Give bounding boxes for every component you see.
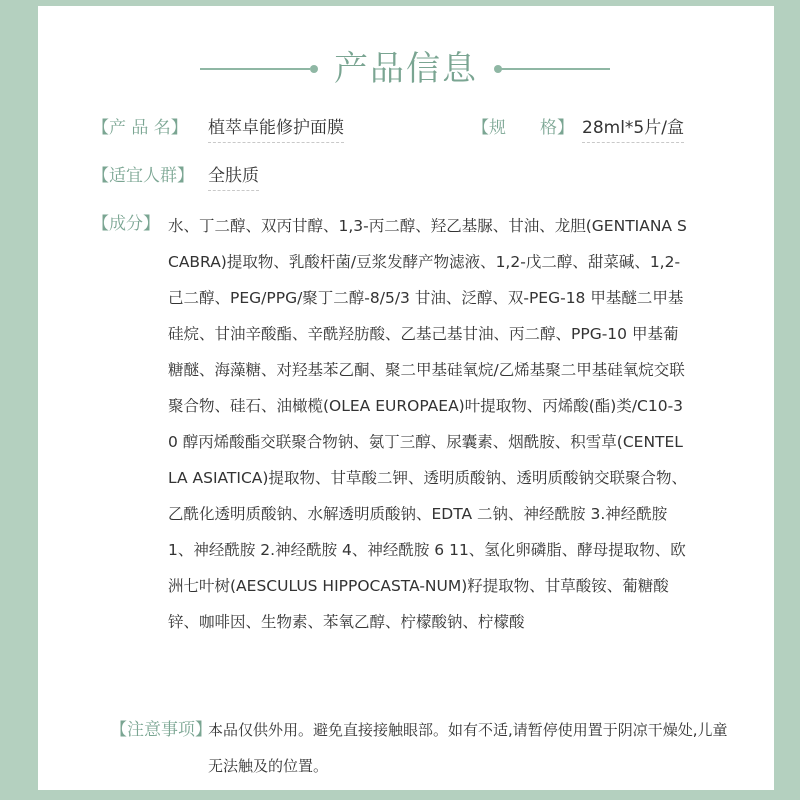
header-divider-left bbox=[200, 68, 310, 70]
notice-label: 【注意事项】 bbox=[110, 720, 212, 740]
spec-label: 【规 格】 bbox=[472, 118, 574, 138]
audience-value: 全肤质 bbox=[208, 164, 259, 191]
page-title: 产品信息 bbox=[334, 49, 478, 89]
ingredients-text: 水、丁二醇、双丙甘醇、1,3-丙二醇、羟乙基脲、甘油、龙胆(GENTIANA SCABRA)提取物、乳酸杆菌/豆浆发酵产物滤液、1,2-戊二醇、甜菜碱、1,2-己二醇、PEG/PPG/聚丁二醇-8/5/3 甘油、泛醇、双-PEG-18 甲基醚二甲基硅烷、甘油辛酸酯、辛酰羟肪酸、乙基己基甘油、丙二醇、PPG-10 甲基葡糖醚、海藻糖、对羟基苯乙酮、聚二甲基硅氧烷/乙烯基聚二甲基硅氧烷交联聚合物、硅石、油橄榄(OLEA EUROPAEA)叶提取物、丙烯酸(酯)类/C10-30 醇丙烯酸酯交联聚合物钠、氨丁三醇、尿囊素、烟酰胺、积雪草(CENTELLA ASIATICA)提取物、甘草酸二钾、透明质酸钠、透明质酸钠交联聚合物、乙酰化透明质酸钠、水解透明质酸钠、EDTA 二钠、神经酰胺 3.神经酰胺 1、神经酰胺 2.神经酰胺 4、神经酰胺 6 11、氢化卵磷脂、酵母提取物、欧洲七叶树(AESCULUS HIPPOCASTA-NUM)籽提取物、甘草酸铵、葡糖酸锌、咖啡因、生物素、苯氧乙醇、柠檬酸钠、柠檬酸 bbox=[168, 217, 687, 631]
header-divider-right bbox=[500, 68, 610, 70]
notice-text: 本品仅供外用。避免直接接触眼部。如有不适,请暂停使用置于阴凉干燥处,儿童无法触及的位置。 bbox=[208, 721, 728, 775]
spec-value: 28ml*5片/盒 bbox=[582, 116, 684, 143]
header-dot-left bbox=[310, 65, 318, 73]
section-header bbox=[38, 44, 774, 94]
ingredients-label: 【成分】 bbox=[92, 214, 160, 234]
product-name-value: 植萃卓能修护面膜 bbox=[208, 116, 344, 143]
product-info-card bbox=[38, 6, 774, 790]
audience-label: 【适宜人群】 bbox=[92, 166, 194, 186]
product-name-label: 【产 品 名】 bbox=[92, 118, 188, 138]
